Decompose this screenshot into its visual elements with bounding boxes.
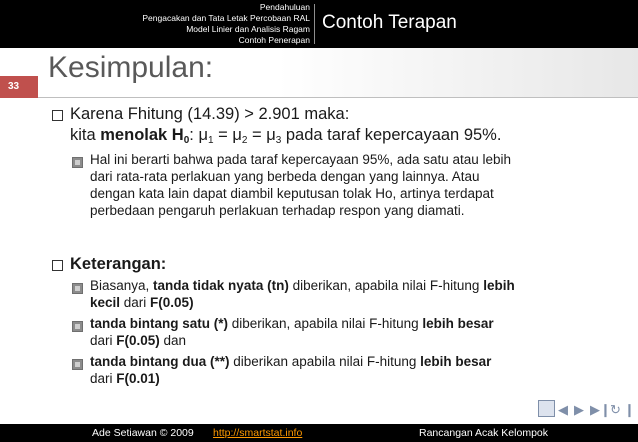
nav-item-model-linier[interactable]: Model Linier dan Analisis Ragam — [186, 24, 310, 34]
keterangan-1-line-2: kecil dari F(0.05) — [90, 295, 194, 310]
checkbox-bullet-icon — [52, 110, 63, 121]
title-divider — [38, 97, 638, 98]
keterangan-2-line-1: tanda bintang satu (*) diberikan, apabila nilai F-hitung lebih besar — [90, 316, 494, 331]
previous-icon[interactable]: ◀ — [558, 402, 568, 417]
square-bullet-icon — [72, 359, 83, 370]
last-icon[interactable]: ▶❙ — [590, 402, 611, 417]
square-bullet-icon — [72, 283, 83, 294]
nav-item-contoh-penerapan[interactable]: Contoh Penerapan — [238, 35, 310, 45]
keterangan-heading: Keterangan: — [70, 255, 167, 273]
header-separator — [314, 4, 315, 44]
slide-number-badge — [0, 76, 38, 98]
square-bullet-icon — [72, 321, 83, 332]
footer-author: Ade Setiawan © 2009 — [92, 427, 194, 439]
slide-navigation — [536, 400, 636, 422]
keterangan-2-line-2: dari F(0.05) dan — [90, 333, 187, 348]
keterangan-1-line-1: Biasanya, tanda tidak nyata (tn) diberikan, apabila nilai F-hitung lebih — [90, 278, 515, 293]
next-icon[interactable]: ▶ — [574, 402, 584, 417]
bullet-1-sub-line-3: dengan kata lain dapat diambil keputusan tolak Ho, artinya terdapat — [90, 186, 494, 201]
section-title: Contoh Terapan — [322, 12, 457, 33]
end-show-icon[interactable]: ❙ — [624, 402, 635, 417]
bullet-1-sub-line-2: dari rata-rata perlakuan yang berbeda dengan yang lainnya. Atau — [90, 169, 480, 184]
slide-nav-toc-icon[interactable] — [538, 400, 555, 417]
bullet-1-line-2: kita menolak $H_0$: $\mu_1 = \mu_2 = \mu_3$ pada taraf kepercayaan 95%. — [70, 126, 502, 146]
nav-item-pendahuluan[interactable]: Pendahuluan — [259, 2, 310, 12]
bullet-1-line-1: Karena Fhitung (14.39) > 2.901 maka: — [70, 105, 350, 123]
keterangan-3-line-1: tanda bintang dua (**) diberikan apabila nilai F-hitung lebih besar — [90, 354, 492, 369]
bullet-1-sub-line-4: perbedaan pengaruh perlakuan terhadap respon yang diamati. — [90, 203, 465, 218]
slide-title: Kesimpulan: — [48, 51, 214, 84]
loop-icon[interactable]: ↻ — [610, 402, 621, 417]
square-bullet-icon — [72, 157, 83, 168]
nav-item-pengacakan[interactable]: Pengacakan dan Tata Letak Percobaan RAL — [142, 13, 310, 23]
header-nav — [0, 0, 310, 48]
slide-number: 33 — [8, 81, 20, 92]
footer-topic: Rancangan Acak Kelompok — [419, 427, 548, 439]
checkbox-bullet-icon — [52, 260, 63, 271]
footer-link[interactable]: http://smartstat.info — [213, 427, 303, 439]
keterangan-3-line-2: dari F(0.01) — [90, 371, 160, 386]
bullet-1-sub-line-1: Hal ini berarti bahwa pada taraf kepercayaan 95%, ada satu atau lebih — [90, 152, 512, 167]
